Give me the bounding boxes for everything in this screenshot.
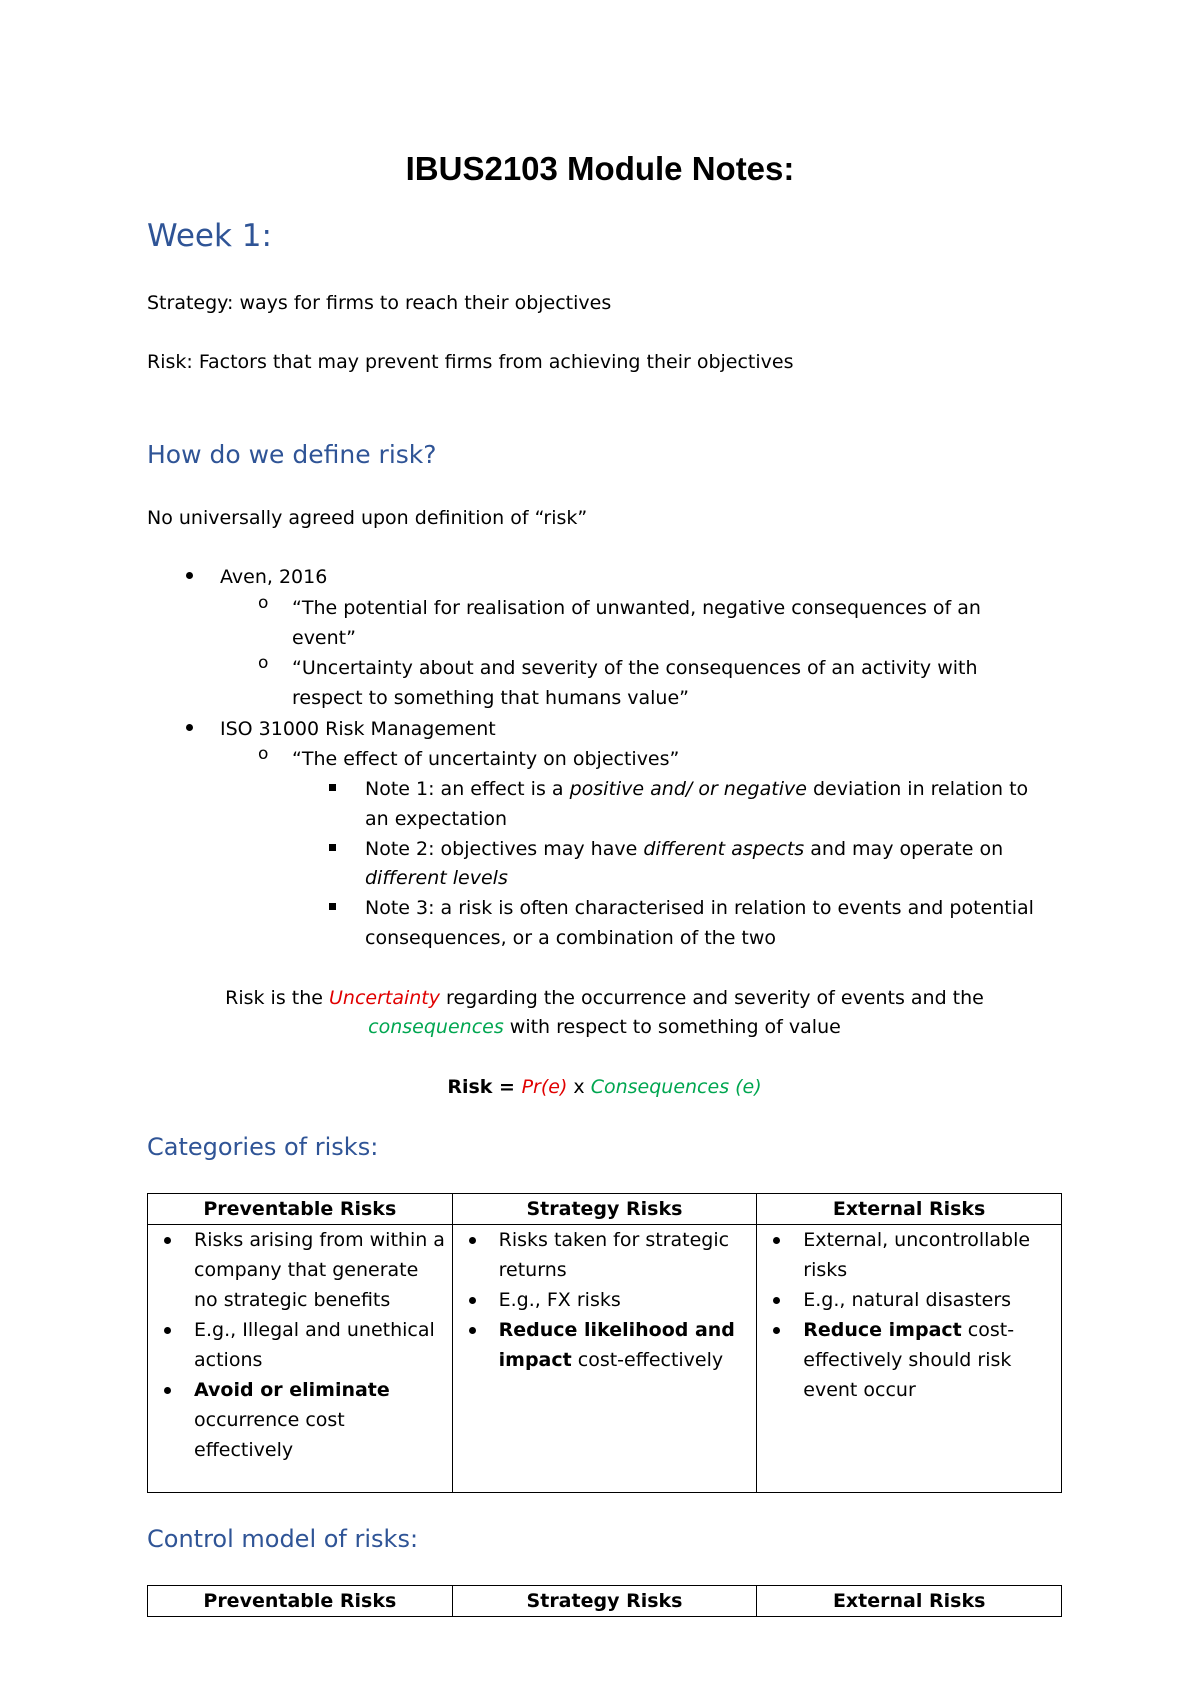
iso-note2-line2: different levels: [365, 867, 508, 889]
note1-text-b: deviation in relation to: [806, 778, 1029, 800]
list-item: [463, 1285, 751, 1315]
risk-paragraph: [147, 347, 794, 377]
risk-definition-line2: [147, 1012, 1062, 1042]
list-item: [463, 1315, 751, 1375]
item-text: E.g., FX risks: [498, 1289, 621, 1311]
strategy-cell: [452, 1225, 757, 1493]
risk-definition-line1: [147, 983, 1062, 1013]
item-text: Risks arising from within a company that generate no strategic benefits: [194, 1229, 445, 1311]
item-text: External, uncontrollable risks: [803, 1229, 1031, 1281]
note1-italic: positive and/ or negative: [569, 778, 807, 800]
header-strategy: Strategy Risks: [452, 1194, 757, 1225]
header-strategy: Strategy Risks: [452, 1586, 757, 1617]
definition-text-c: with respect to something of value: [503, 1016, 841, 1038]
square-bullet-icon: [329, 844, 336, 851]
aven-quote1-line2: event”: [292, 627, 356, 649]
header-external: External Risks: [757, 1194, 1062, 1225]
aven-quote1-line1: “The potential for realisation of unwanted, negative consequences of an: [292, 597, 981, 619]
bullet-dot-icon: [186, 724, 193, 731]
item-text: cost-effectively should risk event occur: [803, 1319, 1015, 1401]
iso-note3-line2: consequences, or a combination of the two: [365, 927, 777, 949]
definition-uncertainty: Uncertainty: [329, 987, 441, 1009]
circle-o-icon: o: [258, 744, 269, 764]
aven-quote2-line2: respect to something that humans value”: [292, 687, 689, 709]
bullet-dot-icon: [773, 1237, 780, 1244]
iso-note1-line1: [365, 774, 1028, 804]
item-bold-text: Reduce impact: [803, 1319, 962, 1341]
square-bullet-icon: [329, 903, 336, 910]
list-item: [767, 1225, 1055, 1285]
definition-text-b: regarding the occurrence and severity of events and the: [440, 987, 984, 1009]
iso-note1-line2: an expectation: [365, 808, 508, 830]
week-heading: Week 1:: [147, 218, 272, 254]
formula-lhs: Risk =: [447, 1076, 522, 1098]
preventable-cell: [148, 1225, 453, 1493]
definition-consequences: consequences: [368, 1016, 504, 1038]
definition-text-a: Risk is the: [225, 987, 329, 1009]
risk-formula: [147, 1072, 1062, 1102]
bullet-dot-icon: [164, 1327, 171, 1334]
bullet-dot-icon: [469, 1297, 476, 1304]
bullet-dot-icon: [164, 1387, 171, 1394]
bullet-dot-icon: [164, 1237, 171, 1244]
risk-text: Factors that may prevent firms from achieving their objectives: [192, 351, 794, 373]
formula-times: x: [567, 1076, 591, 1098]
list-item: [767, 1315, 1055, 1405]
external-cell: [757, 1225, 1062, 1493]
strategy-text: ways for firms to reach their objectives: [233, 292, 612, 314]
list-item: [158, 1225, 446, 1315]
categories-table: [147, 1193, 1062, 1493]
list-item: [158, 1375, 446, 1465]
table-header-row: [148, 1194, 1062, 1225]
item-bold-text: Avoid or eliminate: [194, 1379, 390, 1401]
note2-italic: different aspects: [643, 838, 805, 860]
aven-label: Aven, 2016: [220, 566, 328, 588]
item-text: Risks taken for strategic returns: [498, 1229, 730, 1281]
document-title: IBUS2103 Module Notes:: [405, 150, 795, 187]
bullet-dot-icon: [773, 1327, 780, 1334]
note1-text-a: Note 1: an effect is a: [365, 778, 570, 800]
risk-label: Risk:: [147, 351, 193, 373]
list-item: [158, 1315, 446, 1375]
iso-note3-line1: Note 3: a risk is often characterised in relation to events and potential: [365, 897, 1034, 919]
header-external: External Risks: [757, 1586, 1062, 1617]
item-text: E.g., natural disasters: [803, 1289, 1012, 1311]
define-risk-heading: How do we define risk?: [147, 440, 437, 469]
note2-text-b: and may operate on: [804, 838, 1004, 860]
table-row: [148, 1225, 1062, 1493]
control-model-table: [147, 1585, 1062, 1617]
control-model-heading: Control model of risks:: [147, 1525, 419, 1553]
formula-consequences: Consequences (e): [590, 1076, 762, 1098]
bullet-dot-icon: [469, 1327, 476, 1334]
item-text: E.g., Illegal and unethical actions: [194, 1319, 435, 1371]
item-bold-text: Reduce likelihood and impact: [498, 1319, 735, 1371]
table-header-row: [148, 1586, 1062, 1617]
item-text: occurrence cost effectively: [194, 1409, 345, 1461]
header-preventable: Preventable Risks: [148, 1194, 453, 1225]
formula-probability: Pr(e): [521, 1076, 568, 1098]
iso-label: ISO 31000 Risk Management: [220, 718, 496, 740]
iso-note2-line1: [365, 834, 1003, 864]
header-preventable: Preventable Risks: [148, 1586, 453, 1617]
list-item: [463, 1225, 751, 1285]
iso-quote: “The effect of uncertainty on objectives”: [292, 748, 680, 770]
note2-text-a: Note 2: objectives may have: [365, 838, 644, 860]
item-text: cost-effectively: [571, 1349, 724, 1371]
list-item: [767, 1285, 1055, 1315]
no-universal-definition: No universally agreed upon definition of “risk”: [147, 507, 588, 529]
circle-o-icon: o: [258, 593, 269, 613]
aven-quote2-line1: “Uncertainty about and severity of the consequences of an activity with: [292, 657, 978, 679]
strategy-paragraph: [147, 288, 611, 318]
bullet-dot-icon: [469, 1237, 476, 1244]
strategy-label: Strategy:: [147, 292, 234, 314]
bullet-dot-icon: [773, 1297, 780, 1304]
square-bullet-icon: [329, 784, 336, 791]
circle-o-icon: o: [258, 653, 269, 673]
categories-heading: Categories of risks:: [147, 1133, 379, 1161]
bullet-dot-icon: [186, 572, 193, 579]
